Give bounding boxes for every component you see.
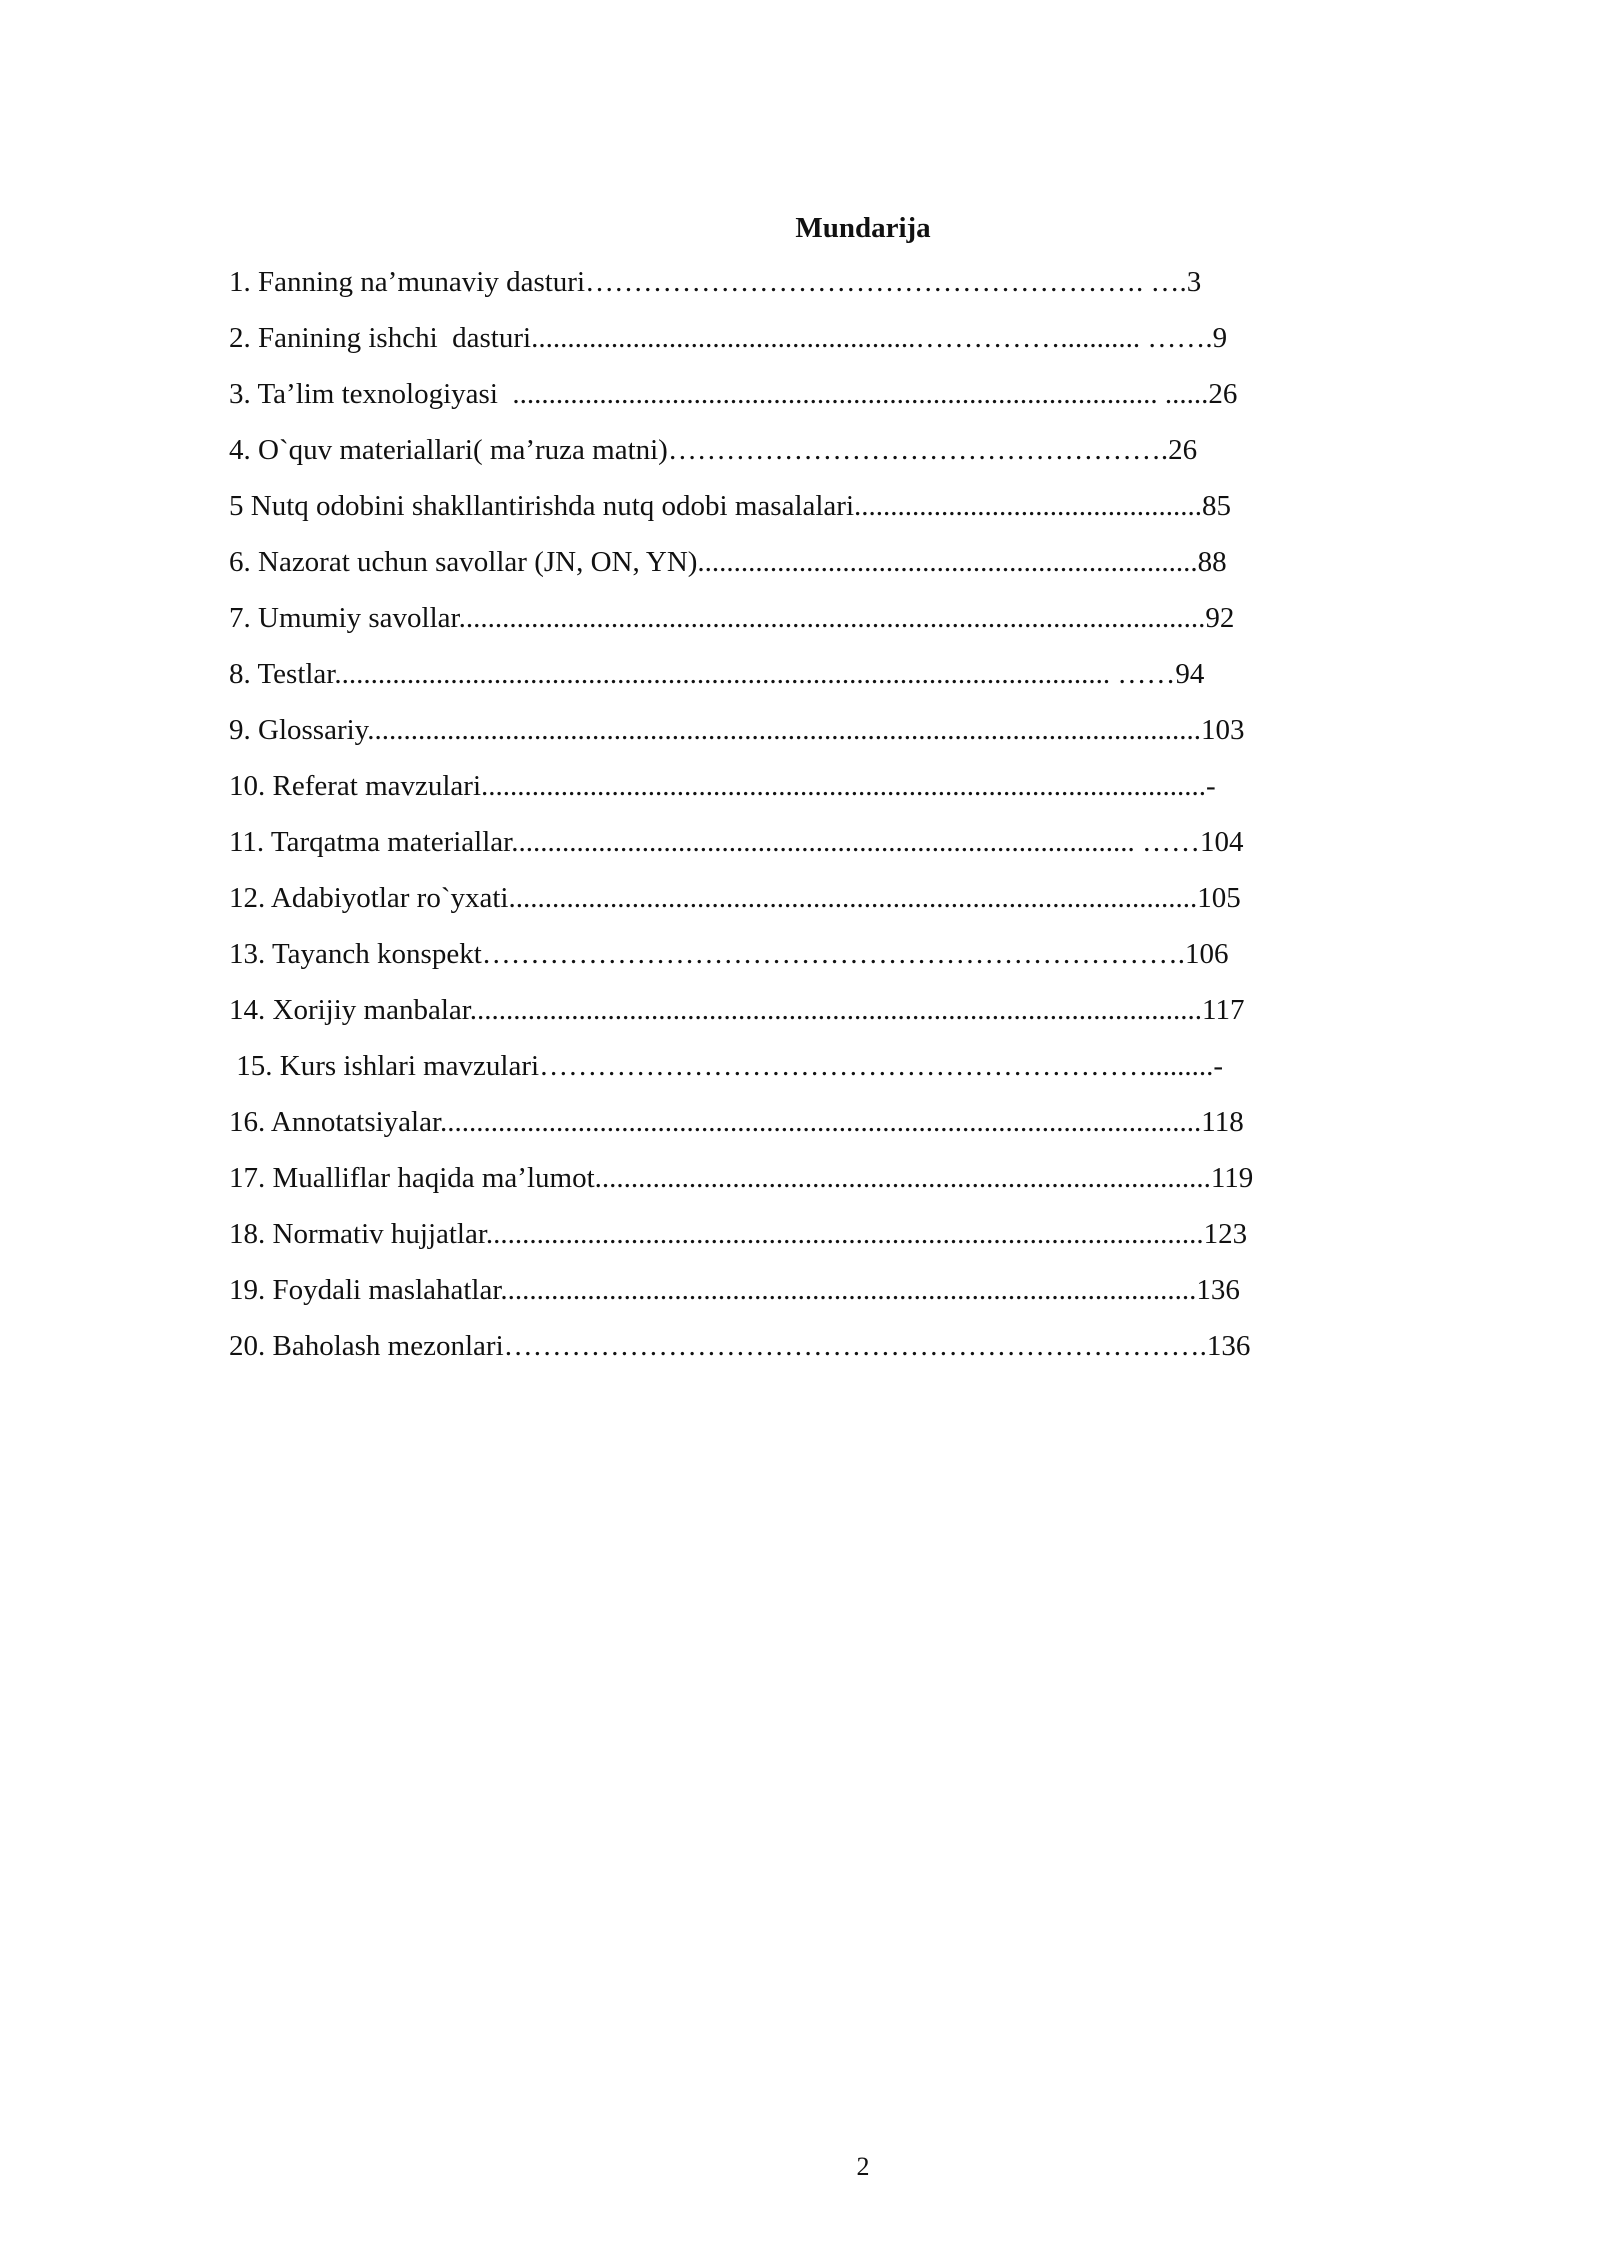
toc-entry-1: 1. Fanning na’munaviy dasturi…………………………………………………. ….3: [229, 266, 1202, 298]
toc-entry-18: 18. Normativ hujjatlar...................................................................................................123: [229, 1218, 1248, 1250]
toc-entry-9: 9. Glossariy...................................................................................................................103: [229, 714, 1245, 746]
toc-entry-2: 2. Fanining ishchi dasturi.....................................................……………........... …….9: [229, 322, 1228, 354]
toc-entry-5: 5 Nutq odobini shakllantirishda nutq odobi masalalari................................................85: [229, 490, 1232, 522]
toc-entry-10: 10. Referat mavzulari....................................................................................................-: [229, 770, 1216, 802]
toc-entry-3: 3. Ta’lim texnologiyasi ......................................................................................... ......26: [229, 378, 1238, 410]
table-of-contents: [229, 262, 1253, 1382]
toc-entry-13: 13. Tayanch konspekt……………………………………………………………….106: [229, 938, 1229, 970]
toc-entry-7: 7. Umumiy savollar.......................................................................................................92: [229, 602, 1235, 634]
toc-entry-8: 8. Testlar........................................................................................................... ……94: [229, 658, 1205, 690]
toc-entry-17: 17. Mualliflar haqida ma’lumot.....................................................................................119: [229, 1162, 1254, 1194]
toc-entry-15: 15. Kurs ishlari mavzulari……………………………………………………….........-: [229, 1050, 1223, 1082]
page-title: Mundarija: [795, 212, 931, 244]
page-number: 2: [856, 2152, 870, 2181]
toc-entry-12: 12. Adabiyotlar ro`yxati...............................................................................................105: [229, 882, 1241, 914]
toc-entry-20: 20. Baholash mezonlari……………………………………………………………….136: [229, 1330, 1251, 1362]
toc-entry-11: 11. Tarqatma materiallar...................................................................................... ……104: [229, 826, 1244, 858]
toc-entry-14: 14. Xorijiy manbalar.....................................................................................................117: [229, 994, 1245, 1026]
toc-entry-4: 4. O`quv materiallari( ma’ruza matni)…………………………………………….26: [229, 434, 1198, 466]
toc-entry-16: 16. Annotatsiyalar.........................................................................................................118: [229, 1106, 1244, 1138]
toc-entry-19: 19. Foydali maslahatlar................................................................................................136: [229, 1274, 1240, 1306]
toc-entry-6: 6. Nazorat uchun savollar (JN, ON, YN).....................................................................88: [229, 546, 1227, 578]
